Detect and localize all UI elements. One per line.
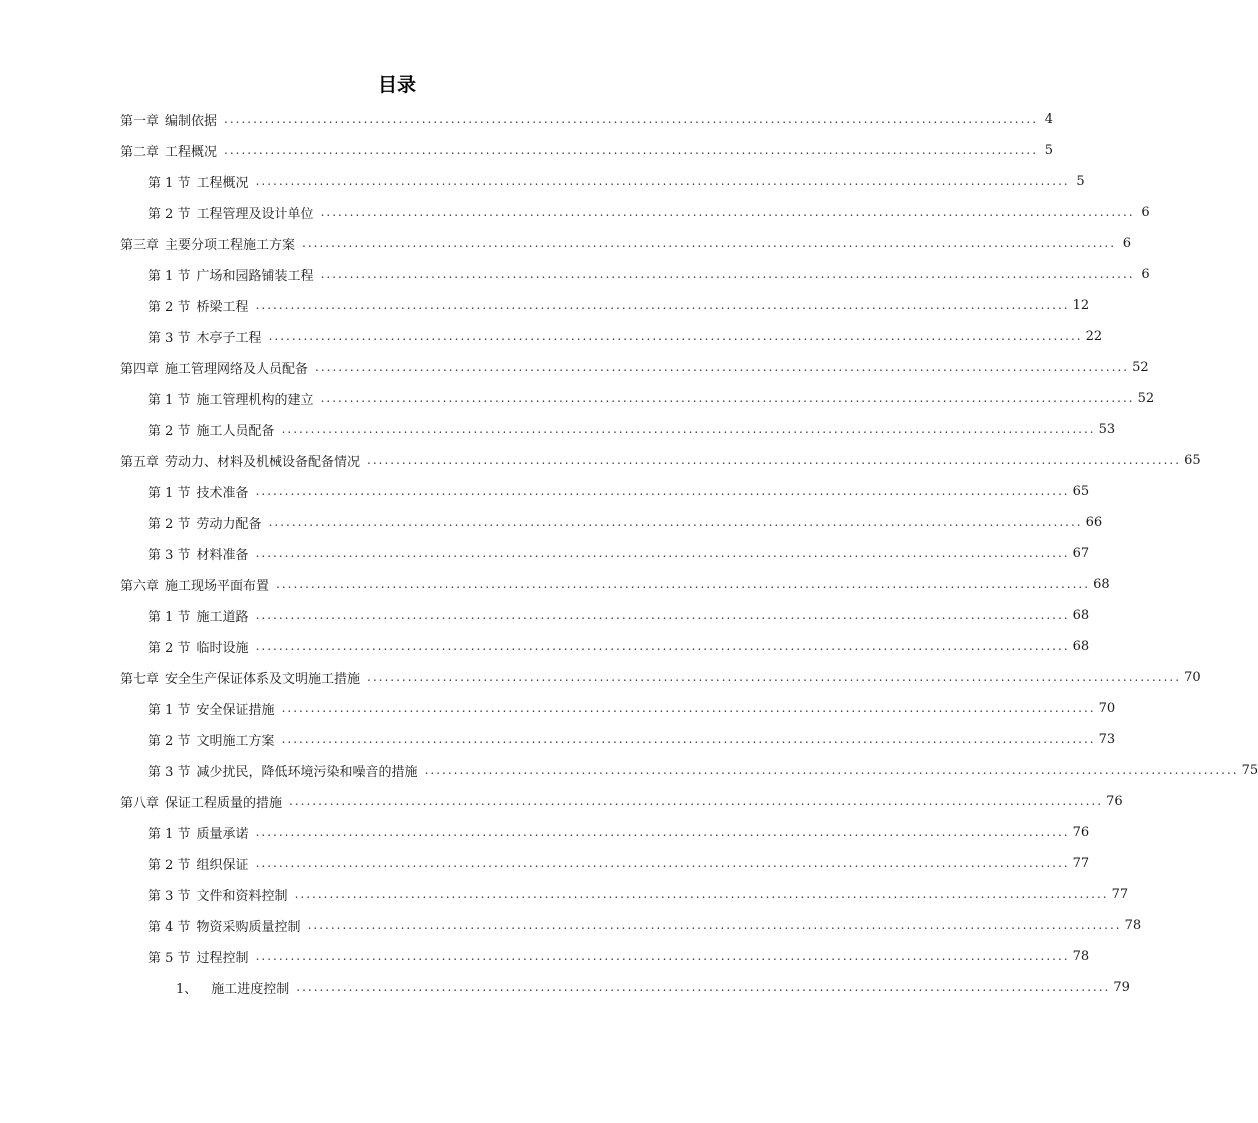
toc-entry[interactable] — [148, 693, 1116, 724]
toc-leader-dots: ............................................................................................................................................ — [255, 607, 1070, 622]
toc-entry-page-number: 79 — [1113, 980, 1130, 995]
toc-leader-dots: ............................................................................................................................................ — [255, 638, 1070, 653]
toc-entry-page-number: 76 — [1072, 825, 1090, 840]
toc-leader-dots: ............................................................................................................................................ — [367, 452, 1182, 467]
toc-entry-page-number: 75 — [1241, 763, 1258, 778]
toc-entry[interactable] — [120, 104, 1054, 135]
toc-leader-dots: ............................................................................................................................................ — [255, 173, 1070, 188]
toc-entry-page-number: 6 — [1122, 236, 1132, 251]
toc-entry-page-number: 65 — [1184, 453, 1201, 468]
toc-entry[interactable] — [148, 755, 1258, 786]
toc-entry-number: 第一章 — [120, 114, 160, 129]
toc-entry-title: 保证工程质量的措施 — [165, 796, 283, 811]
toc-entry-page-number: 22 — [1085, 329, 1103, 344]
toc-entry-title: 组织保证 — [196, 858, 249, 873]
toc-leader-dots: ............................................................................................................................................ — [268, 514, 1083, 529]
toc-leader-dots: ............................................................................................................................................ — [255, 824, 1070, 839]
toc-entry-number: 第 3 节 — [148, 765, 191, 780]
toc-entry-page-number: 5 — [1076, 174, 1085, 189]
toc-entry[interactable] — [120, 662, 1201, 693]
toc-entry-page-number: 77 — [1072, 856, 1090, 871]
toc-entry-page-number: 12 — [1072, 298, 1090, 313]
toc-entry-page-number: 52 — [1132, 360, 1149, 375]
toc-entry-title: 施工进度控制 — [211, 982, 290, 997]
toc-entry-title: 工程管理及设计单位 — [196, 207, 314, 222]
toc-title: 目录 — [377, 74, 416, 96]
toc-entry-number: 第二章 — [120, 145, 160, 160]
toc-entry-title: 编制依据 — [165, 114, 218, 129]
toc-entry[interactable] — [148, 197, 1150, 228]
toc-leader-dots: ............................................................................................................................................ — [255, 545, 1070, 560]
toc-entry-title: 施工人员配备 — [196, 424, 275, 439]
toc-entry-page-number: 78 — [1124, 918, 1142, 933]
toc-entry-page-number: 77 — [1111, 887, 1129, 902]
toc-entry-number: 第八章 — [120, 796, 160, 811]
toc-entry-title: 主要分项工程施工方案 — [165, 238, 296, 253]
toc-entry-title: 木亭子工程 — [196, 331, 262, 346]
toc-leader-dots: ............................................................................................................................................ — [255, 297, 1070, 312]
toc-entry-number: 第五章 — [120, 455, 160, 470]
toc-leader-dots: ............................................................................................................................................ — [224, 142, 1039, 157]
toc-entry-number: 第 1 节 — [148, 269, 191, 284]
toc-entry-page-number: 68 — [1093, 577, 1110, 592]
toc-entry-page-number: 78 — [1072, 949, 1090, 964]
toc-entry-title: 文件和资料控制 — [196, 889, 288, 904]
toc-entry-title: 材料准备 — [196, 548, 249, 563]
toc-entry-number: 第 1 节 — [148, 610, 191, 625]
toc-entry-title: 施工道路 — [196, 610, 249, 625]
toc-entry-title: 质量承诺 — [196, 827, 249, 842]
toc-entry-number: 第六章 — [120, 579, 160, 594]
toc-entry[interactable] — [148, 538, 1090, 569]
toc-leader-dots: ............................................................................................................................................ — [281, 731, 1096, 746]
toc-entry[interactable] — [120, 786, 1123, 817]
toc-leader-dots: ............................................................................................................................................ — [224, 111, 1039, 126]
toc-entry-title: 物资采购质量控制 — [196, 920, 301, 935]
toc-entry-title: 技术准备 — [196, 486, 249, 501]
toc-leader-dots: ............................................................................................................................................ — [268, 328, 1083, 343]
toc-entry-number: 第 1 节 — [148, 393, 191, 408]
toc-entry-number: 第 4 节 — [148, 920, 191, 935]
toc-entry-title: 减少扰民，降低环境污染和噪音的措施 — [196, 765, 418, 780]
toc-entry[interactable] — [120, 352, 1149, 383]
toc-entry-number: 第三章 — [120, 238, 160, 253]
toc-entry-title: 施工管理机构的建立 — [196, 393, 314, 408]
toc-entry-title: 文明施工方案 — [196, 734, 275, 749]
toc-entry-number: 第 2 节 — [148, 517, 191, 532]
toc-leader-dots: ............................................................................................................................................ — [276, 576, 1091, 591]
toc-entry[interactable] — [148, 724, 1116, 755]
toc-leader-dots: ............................................................................................................................................ — [302, 235, 1117, 250]
toc-entry-number: 1、 — [176, 982, 198, 997]
toc-entry-title: 安全生产保证体系及文明施工措施 — [165, 672, 361, 687]
toc-leader-dots: ............................................................................................................................................ — [424, 762, 1239, 777]
toc-entry-page-number: 6 — [1141, 205, 1150, 220]
toc-entry-page-number: 5 — [1044, 143, 1054, 158]
toc-entry-number: 第 3 节 — [148, 331, 191, 346]
toc-entry[interactable] — [148, 507, 1103, 538]
toc-entry[interactable] — [148, 600, 1090, 631]
toc-entry[interactable] — [120, 569, 1110, 600]
toc-entry[interactable] — [148, 476, 1090, 507]
toc-leader-dots: ............................................................................................................................................ — [281, 421, 1096, 436]
toc-entry-title: 施工现场平面布置 — [165, 579, 270, 594]
toc-leader-dots: ............................................................................................................................................ — [289, 793, 1104, 808]
toc-entry-number: 第 2 节 — [148, 734, 191, 749]
toc-entry[interactable] — [148, 166, 1085, 197]
toc-entry[interactable] — [120, 445, 1201, 476]
toc-entry-title: 工程概况 — [165, 145, 218, 160]
toc-entry[interactable] — [148, 414, 1116, 445]
toc-entry-page-number: 66 — [1085, 515, 1103, 530]
toc-entry[interactable] — [148, 817, 1090, 848]
toc-leader-dots: ............................................................................................................................................ — [320, 266, 1135, 281]
toc-entry[interactable] — [176, 972, 1130, 1003]
toc-entry-page-number: 68 — [1072, 639, 1090, 654]
toc-entry-number: 第七章 — [120, 672, 160, 687]
toc-entry-title: 劳动力、材料及机械设备配备情况 — [165, 455, 361, 470]
toc-entry-page-number: 4 — [1044, 112, 1054, 127]
toc-entry-number: 第 1 节 — [148, 176, 191, 191]
toc-entry-number: 第 2 节 — [148, 424, 191, 439]
toc-entry-title: 施工管理网络及人员配备 — [165, 362, 309, 377]
toc-entry-page-number: 52 — [1137, 391, 1155, 406]
toc-entry[interactable] — [148, 910, 1142, 941]
toc-entry-number: 第 1 节 — [148, 486, 191, 501]
toc-entry-number: 第 1 节 — [148, 703, 191, 718]
toc-entry-title: 过程控制 — [196, 951, 249, 966]
toc-leader-dots: ............................................................................................................................................ — [307, 917, 1122, 932]
toc-entry[interactable] — [120, 135, 1054, 166]
toc-entry-page-number: 53 — [1098, 422, 1116, 437]
toc-entry-number: 第 2 节 — [148, 300, 191, 315]
toc-leader-dots: ............................................................................................................................................ — [367, 669, 1182, 684]
toc-entry[interactable] — [148, 290, 1090, 321]
toc-leader-dots: ............................................................................................................................................ — [296, 979, 1111, 994]
toc-entry[interactable] — [148, 383, 1155, 414]
toc-leader-dots: ............................................................................................................................................ — [281, 700, 1096, 715]
toc-entry-page-number: 68 — [1072, 608, 1090, 623]
toc-entry-page-number: 76 — [1106, 794, 1123, 809]
toc-entry[interactable] — [148, 879, 1129, 910]
toc-leader-dots: ............................................................................................................................................ — [294, 886, 1109, 901]
toc-entry-number: 第 3 节 — [148, 889, 191, 904]
toc-entry[interactable] — [148, 259, 1150, 290]
toc-entry-number: 第 2 节 — [148, 207, 191, 222]
toc-leader-dots: ............................................................................................................................................ — [255, 855, 1070, 870]
toc-entry-title: 劳动力配备 — [196, 517, 262, 532]
toc-leader-dots: ............................................................................................................................................ — [255, 948, 1070, 963]
toc-leader-dots: ............................................................................................................................................ — [315, 359, 1130, 374]
toc-entry-page-number: 70 — [1184, 670, 1201, 685]
toc-leader-dots: ............................................................................................................................................ — [320, 390, 1135, 405]
toc-entry-page-number: 6 — [1141, 267, 1150, 282]
toc-entry-title: 工程概况 — [196, 176, 249, 191]
toc-entry-title: 临时设施 — [196, 641, 249, 656]
toc-entry-number: 第四章 — [120, 362, 160, 377]
toc-leader-dots: ............................................................................................................................................ — [255, 483, 1070, 498]
toc-entry-title: 安全保证措施 — [196, 703, 275, 718]
toc-entry-page-number: 73 — [1098, 732, 1116, 747]
toc-entry-page-number: 67 — [1072, 546, 1090, 561]
toc-entry[interactable] — [120, 228, 1132, 259]
toc-entry[interactable] — [148, 321, 1103, 352]
toc-entry-number: 第 2 节 — [148, 641, 191, 656]
toc-entry-number: 第 2 节 — [148, 858, 191, 873]
toc-entry[interactable] — [148, 631, 1090, 662]
toc-entry-number: 第 3 节 — [148, 548, 191, 563]
toc-entry-number: 第 5 节 — [148, 951, 191, 966]
toc-entry-page-number: 70 — [1098, 701, 1116, 716]
toc-entry-title: 桥梁工程 — [196, 300, 249, 315]
toc-entry[interactable] — [148, 848, 1090, 879]
toc-entry-number: 第 1 节 — [148, 827, 191, 842]
toc-entry-title: 广场和园路铺装工程 — [196, 269, 314, 284]
toc-entry[interactable] — [148, 941, 1090, 972]
toc-leader-dots: ............................................................................................................................................ — [320, 204, 1135, 219]
toc-entry-page-number: 65 — [1072, 484, 1090, 499]
